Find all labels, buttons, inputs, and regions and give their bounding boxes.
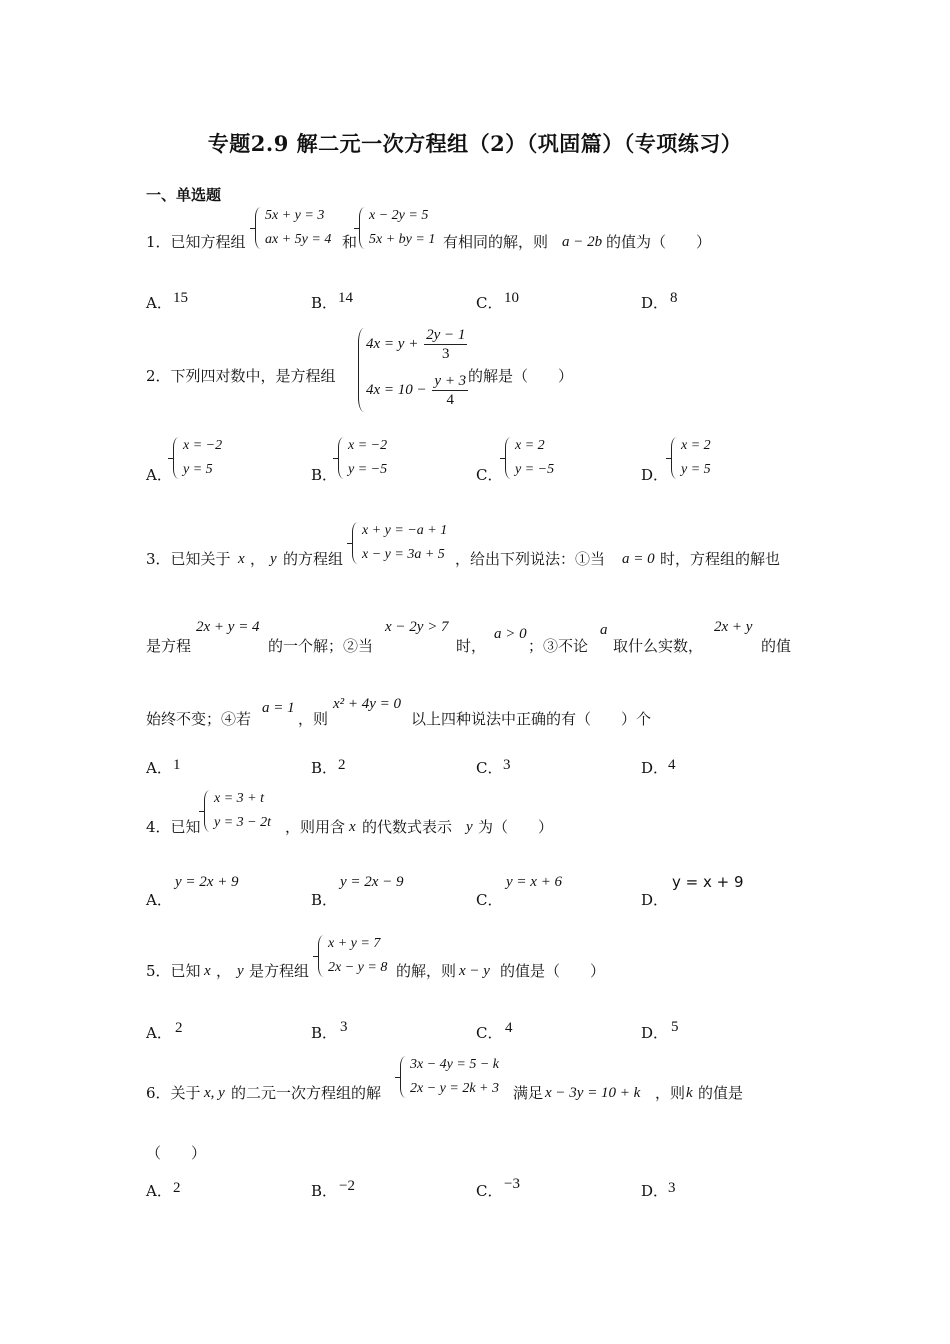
q1-option-b-label: B． [311,294,338,312]
q6-text-2: 的二元一次方程组的解 [231,1084,382,1102]
q6-text-5: 的值是 [698,1084,744,1102]
q3-system: x + y = −a + 1 x − y = 3a + 5 [352,519,447,567]
q3-text-8: ；③不论 [528,637,589,655]
section-heading: 一、单选题 [146,186,222,204]
q5-var-y: y [237,963,244,979]
q2-option-a-label: A． [146,466,172,484]
q3-text-2: 的方程组 [283,550,344,568]
q5-expression: x − y [459,963,490,979]
q6-system: 3x − 4y = 5 − k 2x − y = 2k + 3 [400,1053,499,1101]
q1-text: 1．已知方程组 [146,233,246,251]
q2-option-a-value: x = −2 y = 5 [173,434,222,482]
q3-text-3: ，给出下列说法：①当 [455,550,606,568]
q4-option-a-label: A． [146,891,172,909]
q3-option-b-value: 2 [338,757,346,773]
q6-option-d-value: 3 [668,1180,676,1196]
q1-text-2: 有相同的解，则 [443,233,549,251]
q1-option-b-value: 14 [338,290,353,306]
q1-option-a-value: 15 [173,290,188,306]
q6-text: 6．关于 [146,1084,201,1102]
q4-option-a-value: y = 2x + 9 [175,874,239,890]
q5-option-d-value: 5 [671,1019,679,1035]
q3-expression: 2x + y [714,619,753,635]
q1-option-a-label: A． [146,294,172,312]
q2-option-c-label: C． [476,466,503,484]
q3-a-equals-1: a = 1 [262,700,295,716]
q2-option-b-value: x = −2 y = −5 [338,434,387,482]
page-title: 专题2.9 解二元一次方程组（2）（巩固篇）（专项练习） [207,131,743,156]
q3-option-a-label: A． [146,759,172,777]
q5-option-c-label: C． [476,1024,503,1042]
q4-text: 4．已知 [146,818,201,836]
q6-answer-paren: （ ） [146,1144,207,1162]
q3-text-7: 时， [456,637,487,655]
q4-option-b-value: y = 2x − 9 [340,874,404,890]
q1-expression: a − 2b [562,234,603,250]
q2-tail: 的解是（ ） [468,367,574,385]
q4-system: x = 3 + t y = 3 − 2t [204,787,271,835]
q1-option-d-value: 8 [670,290,678,306]
q6-option-c-label: C． [476,1182,503,1200]
q1-tail: 的值为（ ） [606,233,712,251]
q3-text-12: ，则 [298,710,329,728]
q6-condition: x − 3y = 10 + k [545,1085,641,1101]
q5-comma: ， [216,962,232,980]
q6-vars-xy: x, y [204,1085,225,1101]
q3-text-9: 取什么实数， [613,637,704,655]
q5-option-c-value: 4 [505,1020,513,1036]
q3-a-gt-0: a > 0 [494,626,527,642]
q4-text-2: ，则用含 [285,818,346,836]
q3-option-d-label: D． [641,759,669,777]
q6-option-b-value: −2 [339,1178,355,1194]
q1-and: 和 [342,233,358,251]
q1-system-2: x − 2y = 5 5x + by = 1 [359,204,435,252]
q2-option-c-value: x = 2 y = −5 [505,434,554,482]
q5-text: 5．已知 [146,962,201,980]
q4-option-c-label: C． [476,891,503,909]
q2-option-d-label: D． [641,466,669,484]
q3-text-11: 始终不变；④若 [146,710,252,728]
q6-option-a-label: A． [146,1182,172,1200]
q3-text-1: 3．已知关于 [146,550,231,568]
q3-var-y: y [270,551,277,567]
q6-option-d-label: D． [641,1182,669,1200]
q1-option-d-label: D． [641,294,669,312]
q4-option-b-label: B． [311,891,338,909]
q5-text-4: 的值是（ ） [500,962,606,980]
q5-system: x + y = 7 2x − y = 8 [318,932,387,980]
q3-comma: ， [250,550,266,568]
q4-option-d-value: y = x + 9 [672,873,744,891]
q5-option-a-label: A． [146,1024,172,1042]
q5-option-d-label: D． [641,1024,669,1042]
q4-var-x: x [349,819,356,835]
q5-var-x: x [204,963,211,979]
q6-text-3: 满足 [513,1084,544,1102]
q2-text: 2．下列四对数中，是方程组 [146,367,336,385]
q3-text-6: 的一个解；②当 [268,637,374,655]
q3-option-c-label: C． [476,759,503,777]
q1-option-c-label: C． [476,294,503,312]
q3-equation: 2x + y = 4 [196,619,260,635]
q4-option-c-value: y = x + 6 [506,874,563,890]
q3-option-a-value: 1 [173,757,181,773]
q6-text-4: ，则 [655,1084,686,1102]
q6-var-k: k [686,1085,693,1101]
q3-var-x: x [238,551,245,567]
q5-text-3: 的解，则 [396,962,457,980]
q3-option-c-value: 3 [503,757,511,773]
q6-option-a-value: 2 [173,1180,181,1196]
q4-text-4: 为（ ） [478,818,554,836]
q1-option-c-value: 10 [504,290,519,306]
q3-a-equals-0: a = 0 [622,551,655,567]
q5-option-b-label: B． [311,1024,338,1042]
q3-text-4: 时，方程组的解也 [660,550,781,568]
q6-option-c-value: −3 [504,1176,520,1192]
q2-equation-1: 4x = y + $\frac{2y - 1}{3}$ [366,327,466,362]
q5-text-2: 是方程组 [249,962,310,980]
q5-option-b-value: 3 [340,1019,348,1035]
q1-system-1: 5x + y = 3 ax + 5y = 4 [255,204,331,252]
q2-equation-2: 4x = 10 − $\frac{y + 3}{4}$ [366,373,467,408]
q6-option-b-label: B． [311,1182,338,1200]
q2-brace [356,326,366,414]
q3-var-a: a [600,622,608,638]
q3-option-d-value: 4 [668,757,676,773]
q4-text-3: 的代数式表示 [362,818,453,836]
q5-option-a-value: 2 [175,1020,183,1036]
q2-option-b-label: B． [311,466,338,484]
q3-text-13: 以上四种说法中正确的有（ ）个 [411,710,652,728]
q3-text-10: 的值 [761,637,792,655]
q3-inequality: x − 2y > 7 [385,619,449,635]
q2-option-d-value: x = 2 y = 5 [671,434,711,482]
q4-option-d-label: D． [641,891,669,909]
q3-x-squared: x² + 4y = 0 [333,696,402,712]
q3-option-b-label: B． [311,759,338,777]
q4-var-y: y [466,819,473,835]
q3-text-5: 是方程 [146,637,192,655]
